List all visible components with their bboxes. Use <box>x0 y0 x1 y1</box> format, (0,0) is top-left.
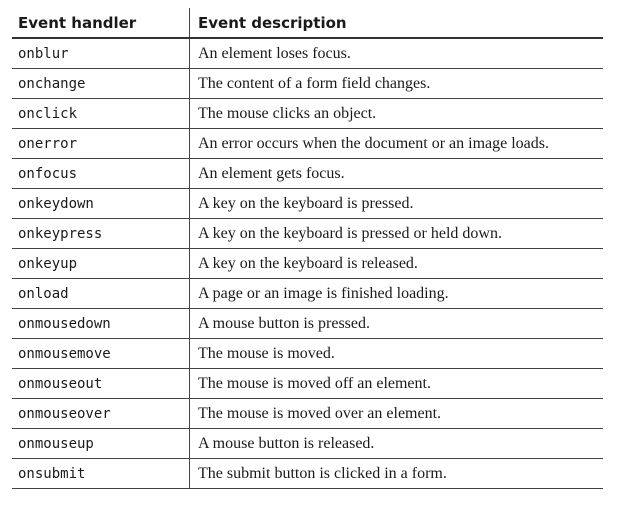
table-row <box>12 159 603 189</box>
event-description: The mouse is moved. <box>190 339 604 369</box>
table-row <box>12 249 603 279</box>
event-handler-name: onkeypress <box>12 219 190 249</box>
event-handler-name: onerror <box>12 129 190 159</box>
event-handler-name: onmouseout <box>12 369 190 399</box>
event-description: A key on the keyboard is pressed. <box>190 189 604 219</box>
event-handler-name: onblur <box>12 38 190 69</box>
event-handler-name: onmouseover <box>12 399 190 429</box>
event-description: A key on the keyboard is pressed or held down. <box>190 219 604 249</box>
table-row <box>12 429 603 459</box>
table-row <box>12 38 603 69</box>
event-handler-name: onload <box>12 279 190 309</box>
header-event-handler: Event handler <box>12 8 190 38</box>
table-row <box>12 189 603 219</box>
table-body <box>12 38 603 489</box>
table-row <box>12 69 603 99</box>
event-description: The mouse is moved over an element. <box>190 399 604 429</box>
table-row <box>12 99 603 129</box>
event-handler-name: onkeydown <box>12 189 190 219</box>
event-description: An element gets focus. <box>190 159 604 189</box>
header-event-description: Event description <box>190 8 604 38</box>
event-description: A key on the keyboard is released. <box>190 249 604 279</box>
table-row <box>12 279 603 309</box>
event-description: A page or an image is finished loading. <box>190 279 604 309</box>
event-description: The content of a form field changes. <box>190 69 604 99</box>
event-handler-name: onfocus <box>12 159 190 189</box>
table-row <box>12 399 603 429</box>
event-description: The mouse is moved off an element. <box>190 369 604 399</box>
event-handler-name: onmousedown <box>12 309 190 339</box>
event-description: An element loses focus. <box>190 38 604 69</box>
event-description: The mouse clicks an object. <box>190 99 604 129</box>
table-row <box>12 369 603 399</box>
table-row <box>12 129 603 159</box>
table-row <box>12 219 603 249</box>
event-handler-name: onmousemove <box>12 339 190 369</box>
event-description: The submit button is clicked in a form. <box>190 459 604 489</box>
event-description: A mouse button is pressed. <box>190 309 604 339</box>
event-handler-name: onmouseup <box>12 429 190 459</box>
table-row <box>12 309 603 339</box>
event-handler-name: onchange <box>12 69 190 99</box>
event-handler-name: onclick <box>12 99 190 129</box>
event-description: An error occurs when the document or an image loads. <box>190 129 604 159</box>
event-description: A mouse button is released. <box>190 429 604 459</box>
event-handler-name: onkeyup <box>12 249 190 279</box>
table-header-row <box>12 8 603 38</box>
table-row <box>12 459 603 489</box>
event-handler-name: onsubmit <box>12 459 190 489</box>
event-handler-table <box>12 8 603 489</box>
table-row <box>12 339 603 369</box>
